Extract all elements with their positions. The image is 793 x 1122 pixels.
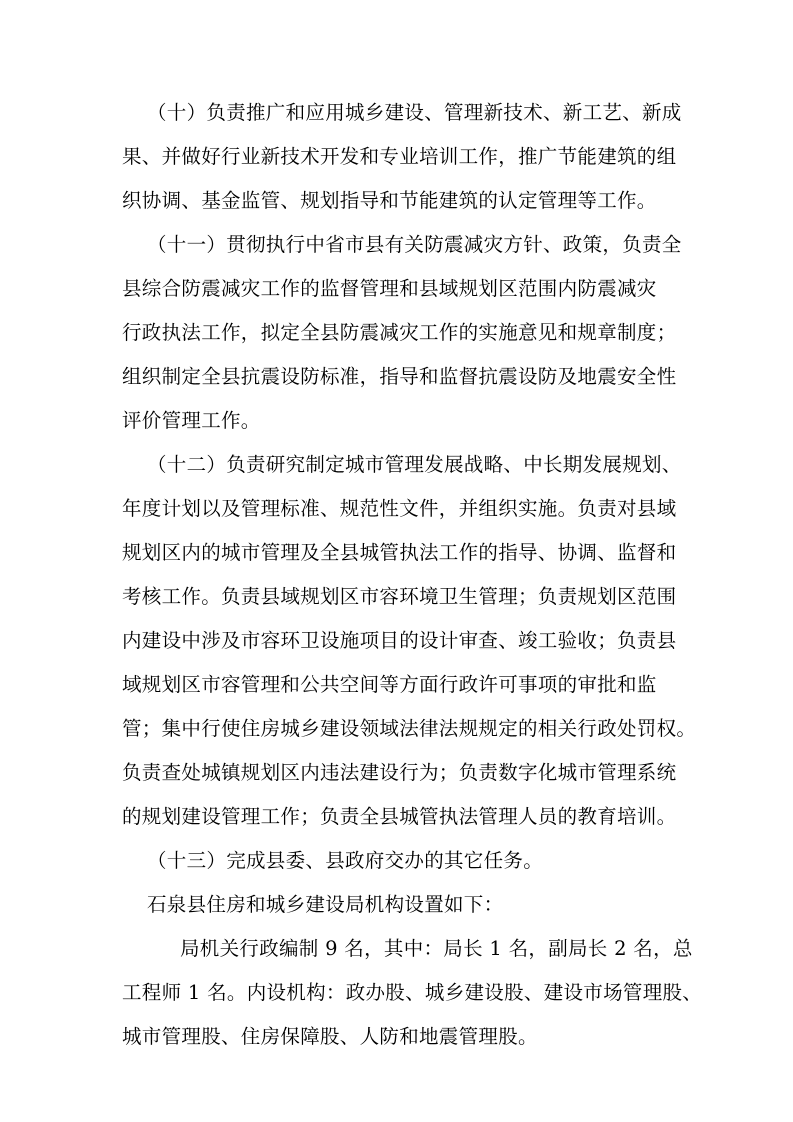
text-line: 的规划建设管理工作；负责全县城管执法管理人员的教育培训。 xyxy=(122,805,677,828)
text-line: （十）负责推广和应用城乡建设、管理新技术、新工艺、新成 xyxy=(147,101,682,124)
text-line: 年度计划以及管理标准、规范性文件，并组织实施。负责对县域 xyxy=(122,497,677,520)
text-line: 石泉县住房和城乡建设局机构设置如下： xyxy=(147,893,504,916)
text-line: 工程师 1 名。内设机构：政办股、城乡建设股、建设市场管理股、 xyxy=(122,981,703,1004)
text-line: 行政执法工作，拟定全县防震减灾工作的实施意见和规章制度； xyxy=(122,321,677,344)
text-line: 管；集中行使住房城乡建设领域法律法规规定的相关行政处罚权。 xyxy=(122,717,697,740)
text-line: 织协调、基金监管、规划指导和节能建筑的认定管理等工作。 xyxy=(122,189,657,212)
text-line: 评价管理工作。 xyxy=(122,409,261,432)
text-line: 组织制定全县抗震设防标准，指导和监督抗震设防及地震安全性 xyxy=(122,365,677,388)
text-line: （十二）负责研究制定城市管理发展战略、中长期发展规划、 xyxy=(147,453,682,476)
text-line: （十三）完成县委、县政府交办的其它任务。 xyxy=(147,849,544,872)
text-line: 负责查处城镇规划区内违法建设行为；负责数字化城市管理系统 xyxy=(122,761,677,784)
text-line: 城市管理股、住房保障股、人防和地震管理股。 xyxy=(122,1025,538,1048)
text-line: 果、并做好行业新技术开发和专业培训工作，推广节能建筑的组 xyxy=(122,145,677,168)
text-line: 考核工作。负责县域规划区市容环境卫生管理；负责规划区范围 xyxy=(122,585,677,608)
text-line: 局机关行政编制 9 名，其中：局长 1 名，副局长 2 名，总 xyxy=(180,937,693,960)
text-line: 县综合防震减灾工作的监督管理和县域规划区范围内防震减灾 xyxy=(122,277,657,300)
text-line: 内建设中涉及市容环卫设施项目的设计审查、竣工验收；负责县 xyxy=(122,629,677,652)
text-line: （十一）贯彻执行中省市县有关防震减灾方针、政策，负责全 xyxy=(147,233,682,256)
text-line: 域规划区市容管理和公共空间等方面行政许可事项的审批和监 xyxy=(122,673,657,696)
text-line: 规划区内的城市管理及全县城管执法工作的指导、协调、监督和 xyxy=(122,541,677,564)
